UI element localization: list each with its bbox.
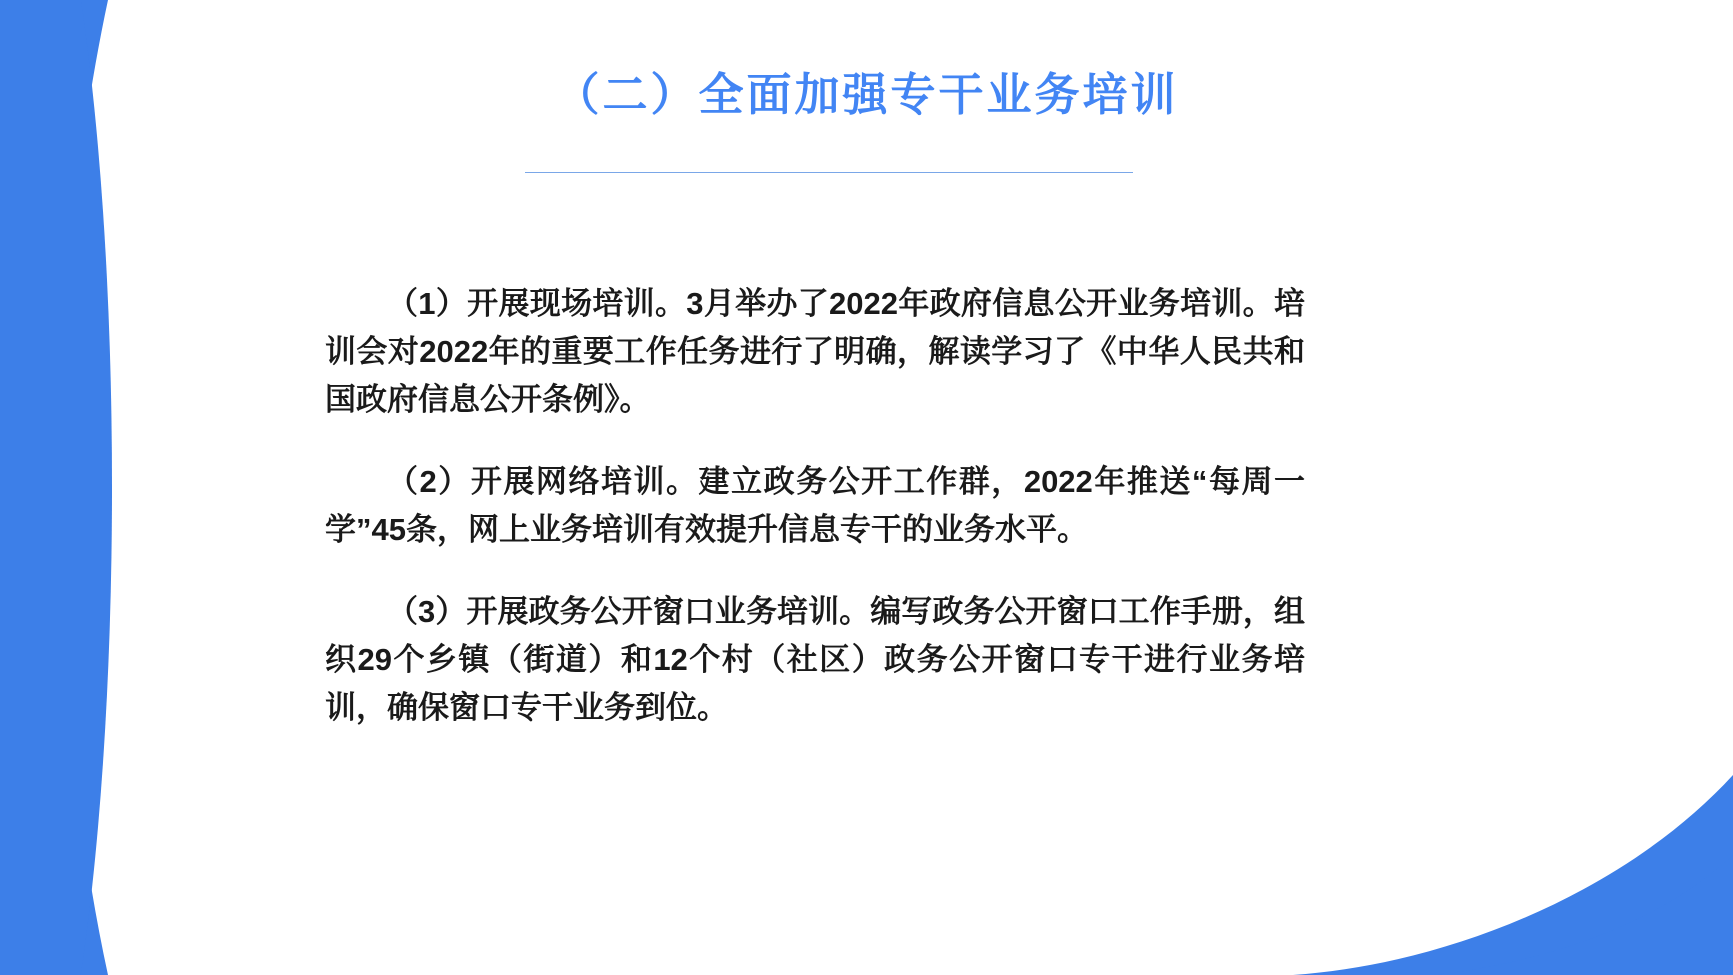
- body-paragraph-3: （3）开展政务公开窗口业务培训。编写政务公开窗口工作手册，组织29个乡镇（街道）和12个村（社区）政务公开窗口专干进行业务培训，确保窗口专干业务到位。: [325, 594, 1305, 726]
- slide-body: [325, 280, 1305, 732]
- body-paragraph-1: （1）开展现场培训。3月举办了2022年政府信息公开业务培训。培训会对2022年的重要工作任务进行了明确，解读学习了《中华人民共和国政府信息公开条例》。: [325, 286, 1305, 418]
- title-divider: [525, 172, 1133, 173]
- slide-title: （二）全面加强专干业务培训: [554, 69, 1179, 120]
- body-paragraph-2: （2）开展网络培训。建立政务公开工作群，2022年推送“每周一学”45条，网上业务培训有效提升信息专干的业务水平。: [325, 464, 1305, 548]
- left-blue-decoration-inner: [0, 0, 120, 975]
